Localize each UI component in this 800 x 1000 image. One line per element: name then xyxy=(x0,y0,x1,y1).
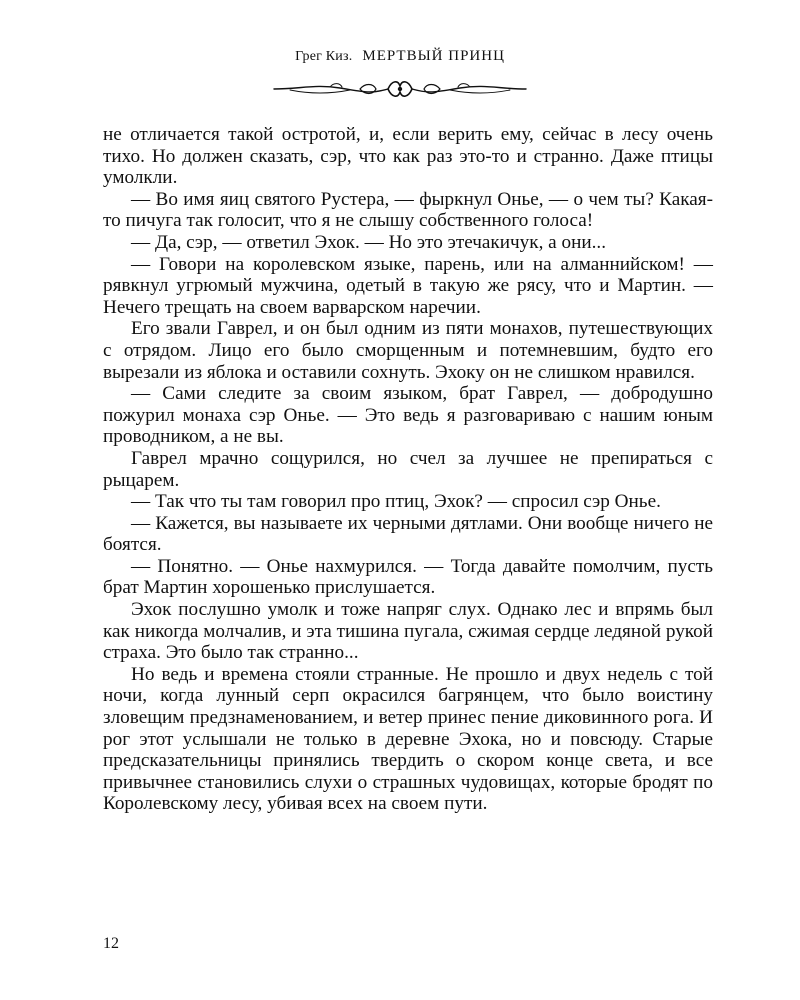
paragraph: — Кажется, вы называете их черными дятлами. Они вообще ничего не боятся. xyxy=(103,512,713,556)
paragraph: — Понятно. — Онье нахмурился. — Тогда давайте помолчим, пусть брат Мартин хорошенько прислушается. xyxy=(103,555,713,599)
page-number: 12 xyxy=(103,935,119,952)
paragraph: — Сами следите за своим языком, брат Гаврел, — добродушно пожурил монаха сэр Онье. — Это ведь я разговариваю с нашим юным проводником, а не вы. xyxy=(103,383,713,448)
running-head-title: МЕРТВЫЙ ПРИНЦ xyxy=(362,48,505,64)
running-head-author: Грег Киз. xyxy=(295,49,353,64)
decorative-flourish-icon xyxy=(270,76,530,102)
running-head xyxy=(0,48,800,65)
paragraph: — Да, сэр, — ответил Эхок. — Но это этечакичук, а они... xyxy=(131,231,606,253)
paragraph: не отличается такой остротой, и, если верить ему, сейчас в лесу очень тихо. Но должен сказать, сэр, что как раз это-то и странно. Даже птицы умолкли. xyxy=(103,124,713,189)
paragraph: Но ведь и времена стояли странные. Не прошло и двух недель с той ночи, когда лунный серп окрасился багрянцем, что было воистину зловещим предзнаменованием, и ветер принес пение диковинного рога. И рог этот услышали не только в деревне Эхока, но и повсюду. Старые предсказательницы принялись твердить о скором конце света, и все привычнее становились слухи о страшных чудовищах, которые бродят по Королевскому лесу, убивая всех на своем пути. xyxy=(103,663,713,815)
paragraph: — Во имя яиц святого Рустера, — фыркнул Онье, — о чем ты? Какая-то пичуга так голосит, что я не слышу собственного голоса! xyxy=(103,188,713,232)
body-text xyxy=(103,124,713,815)
paragraph: Гаврел мрачно сощурился, но счел за лучшее не препираться с рыцарем. xyxy=(103,447,713,491)
paragraph: Эхок послушно умолк и тоже напряг слух. Однако лес и впрямь был как никогда молчалив, и эта тишина пугала, сжимая сердце ледяной рукой страха. Это было так странно... xyxy=(103,599,713,664)
paragraph: — Говори на королевском языке, парень, или на алманнийском! — рявкнул угрюмый мужчина, одетый в такую же рясу, что и Мартин. — Нечего трещать на своем варварском наречии. xyxy=(103,253,713,318)
paragraph: — Так что ты там говорил про птиц, Эхок? — спросил сэр Онье. xyxy=(131,491,661,513)
paragraph: Его звали Гаврел, и он был одним из пяти монахов, путешествующих с отрядом. Лицо его было сморщенным и потемневшим, будто его вырезали из яблока и оставили сохнуть. Эхоку он не слишком нравился. xyxy=(103,318,713,383)
